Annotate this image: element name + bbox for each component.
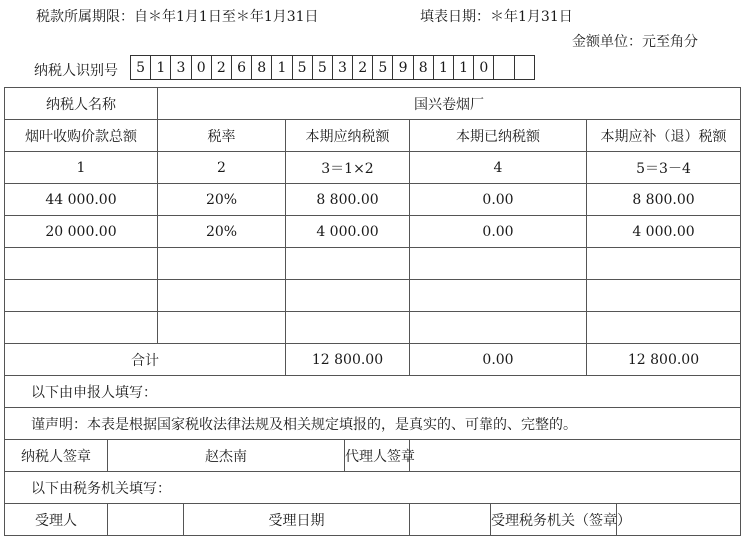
receiver-value[interactable] [108, 504, 184, 536]
tax-due-cell[interactable] [587, 312, 741, 344]
tax-due-cell[interactable]: 4 000.00 [587, 216, 741, 248]
col-header-tax-rate: 税率 [158, 120, 286, 152]
declarant-section-label: 以下由申报人填写： [5, 376, 741, 408]
col-header-purchase-total: 烟叶收购价款总额 [5, 120, 158, 152]
tax-paid-cell[interactable] [410, 280, 587, 312]
tax-rate-cell[interactable] [158, 248, 286, 280]
formula-cell: 4 [410, 152, 587, 184]
tax-due-cell[interactable] [587, 248, 741, 280]
tax-payable-cell[interactable]: 4 000.00 [286, 216, 410, 248]
id-digit[interactable]: 5 [372, 55, 393, 80]
declaration-statement: 谨声明：本表是根据国家税收法律法规及相关规定填报的，是真实的、可靠的、完整的。 [5, 408, 741, 440]
tax-due-cell[interactable]: 8 800.00 [587, 184, 741, 216]
taxpayer-id-label: 纳税人识别号 [34, 63, 118, 79]
tax-payable-cell[interactable] [286, 248, 410, 280]
id-digit[interactable]: 5 [312, 55, 333, 80]
id-digit[interactable]: 1 [433, 55, 454, 80]
tax-payable-cell[interactable] [286, 280, 410, 312]
id-digit[interactable]: 3 [170, 55, 191, 80]
acceptance-row [5, 504, 741, 536]
tax-rate-cell[interactable]: 20% [158, 184, 286, 216]
purchase-total-cell[interactable] [5, 312, 158, 344]
tax-rate-cell[interactable]: 20% [158, 216, 286, 248]
purchase-total-cell[interactable]: 20 000.00 [5, 216, 158, 248]
tax-office-section-label: 以下由税务机关填写： [5, 472, 741, 504]
fill-date: 填表日期：＊年1月31日 [420, 9, 573, 25]
agent-sign-value[interactable] [410, 440, 741, 472]
col-header-tax-paid: 本期已纳税额 [410, 120, 587, 152]
formula-cell: 1 [5, 152, 158, 184]
tax-office-section-row [5, 472, 741, 504]
signature-row [5, 440, 741, 472]
formula-cell: 5＝3－4 [587, 152, 741, 184]
formula-row [5, 152, 741, 184]
tax-paid-cell[interactable]: 0.00 [410, 184, 587, 216]
tax-office-label: 受理税务机关（签章） [491, 504, 617, 536]
column-header-row [5, 120, 741, 152]
purchase-total-cell[interactable] [5, 280, 158, 312]
taxpayer-name-value[interactable]: 国兴卷烟厂 [158, 88, 741, 120]
tax-period: 税款所属期限：自＊年1月1日至＊年1月31日 [36, 9, 319, 25]
id-digit[interactable]: 0 [473, 55, 494, 80]
id-digit[interactable]: 5 [292, 55, 313, 80]
id-digit[interactable]: 8 [413, 55, 434, 80]
declarant-section-row [5, 376, 741, 408]
taxpayer-name-label: 纳税人名称 [5, 88, 158, 120]
tax-return-table [4, 87, 741, 536]
purchase-total-cell[interactable]: 44 000.00 [5, 184, 158, 216]
table-row [5, 248, 741, 280]
totals-due[interactable]: 12 800.00 [587, 344, 741, 376]
tax-office-value[interactable] [617, 504, 741, 536]
totals-label: 合计 [5, 344, 286, 376]
id-digit[interactable]: 2 [352, 55, 373, 80]
taxpayer-id-boxes [131, 55, 535, 80]
totals-payable[interactable]: 12 800.00 [286, 344, 410, 376]
table-row [5, 312, 741, 344]
id-digit[interactable]: 8 [251, 55, 272, 80]
tax-paid-cell[interactable] [410, 248, 587, 280]
tax-paid-cell[interactable]: 0.00 [410, 216, 587, 248]
id-digit[interactable]: 1 [453, 55, 474, 80]
id-digit[interactable]: 6 [231, 55, 252, 80]
id-digit[interactable]: 1 [150, 55, 171, 80]
taxpayer-sign-value[interactable]: 赵杰南 [108, 440, 345, 472]
receiver-label: 受理人 [5, 504, 108, 536]
id-digit[interactable]: 0 [191, 55, 212, 80]
purchase-total-cell[interactable] [5, 248, 158, 280]
amount-unit: 金额单位：元至角分 [572, 34, 698, 50]
id-digit[interactable] [514, 55, 535, 80]
id-digit[interactable]: 3 [332, 55, 353, 80]
table-row [5, 184, 741, 216]
tax-rate-cell[interactable] [158, 280, 286, 312]
acceptance-date-label: 受理日期 [184, 504, 410, 536]
col-header-tax-due: 本期应补（退）税额 [587, 120, 741, 152]
tax-rate-cell[interactable] [158, 312, 286, 344]
id-digit[interactable]: 2 [211, 55, 232, 80]
tax-due-cell[interactable] [587, 280, 741, 312]
id-digit[interactable]: 5 [130, 55, 151, 80]
acceptance-date-value[interactable] [410, 504, 491, 536]
taxpayer-sign-label: 纳税人签章 [5, 440, 108, 472]
formula-cell: 3＝1×2 [286, 152, 410, 184]
declaration-row [5, 408, 741, 440]
tax-paid-cell[interactable] [410, 312, 587, 344]
agent-sign-label: 代理人签章 [345, 440, 410, 472]
tax-payable-cell[interactable] [286, 312, 410, 344]
table-row [5, 280, 741, 312]
totals-paid[interactable]: 0.00 [410, 344, 587, 376]
totals-row [5, 344, 741, 376]
taxpayer-name-row [5, 88, 741, 120]
id-digit[interactable]: 1 [271, 55, 292, 80]
id-digit[interactable] [493, 55, 514, 80]
id-digit[interactable]: 9 [392, 55, 413, 80]
formula-cell: 2 [158, 152, 286, 184]
table-row [5, 216, 741, 248]
col-header-tax-payable: 本期应纳税额 [286, 120, 410, 152]
tax-payable-cell[interactable]: 8 800.00 [286, 184, 410, 216]
